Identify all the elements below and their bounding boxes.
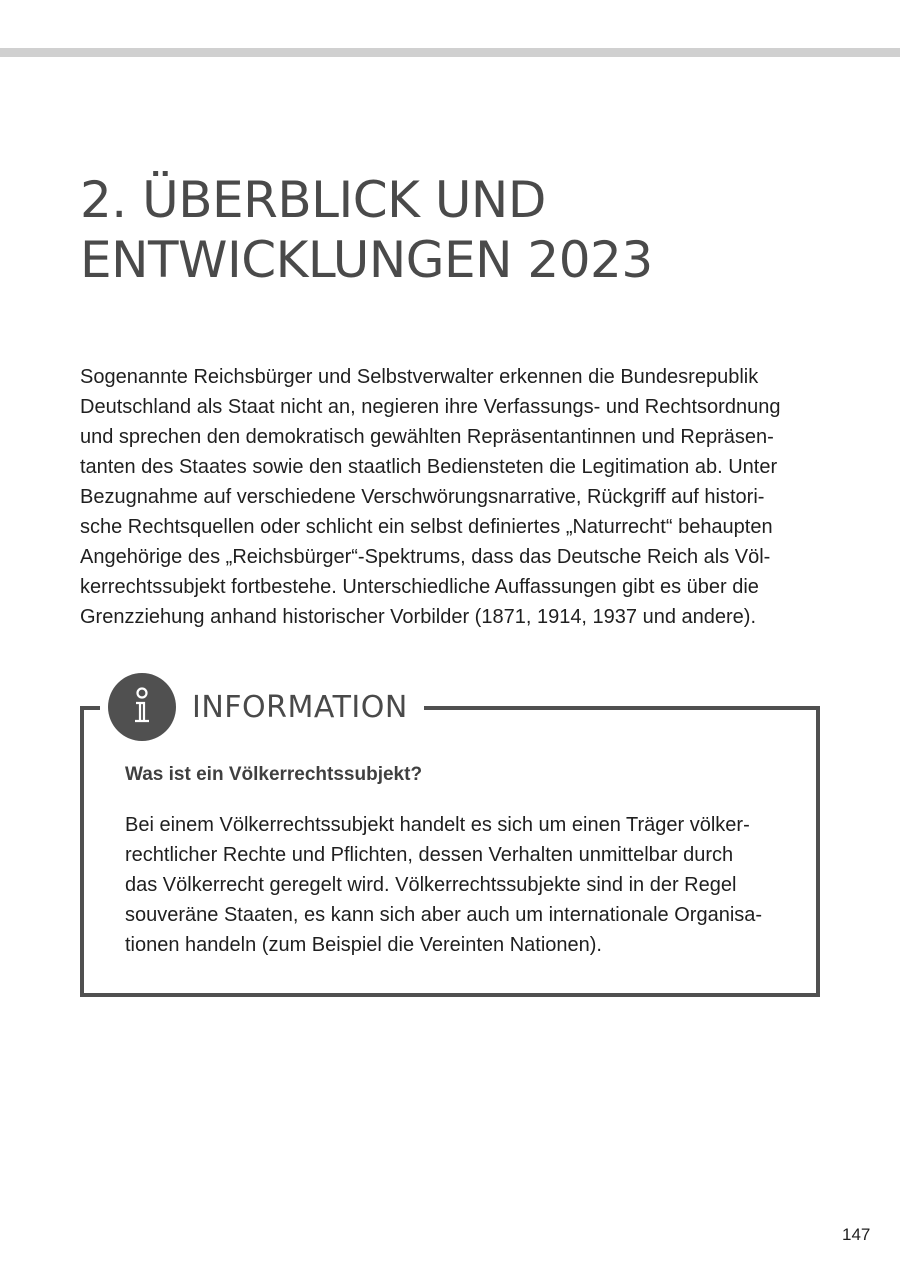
intro-line: Bezugnahme auf verschiedene Verschwörungsnarrative, Rückgriff auf histori- <box>80 486 765 508</box>
intro-line: Grenzziehung anhand historischer Vorbilder (1871, 1914, 1937 und andere). <box>80 606 757 628</box>
title-line-2: ENTWICKLUNGEN 2023 <box>80 231 653 289</box>
information-header <box>100 672 424 742</box>
information-label: INFORMATION <box>192 689 408 725</box>
intro-line: kerrechtssubjekt fortbestehe. Unterschiedliche Auffassungen gibt es über die <box>80 576 759 598</box>
page-number: 147 <box>842 1225 871 1244</box>
information-line: das Völkerrecht geregelt wird. Völkerrechtssubjekte sind in der Regel <box>125 874 737 896</box>
intro-paragraph <box>80 362 820 632</box>
information-line: rechtlicher Rechte und Pflichten, dessen Verhalten unmittelbar durch <box>125 844 734 866</box>
information-line: tionen handeln (zum Beispiel die Vereinten Nationen). <box>125 934 602 956</box>
information-body <box>125 810 795 960</box>
intro-line: Deutschland als Staat nicht an, negieren ihre Verfassungs- und Rechtsordnung <box>80 396 781 418</box>
intro-line: Sogenannte Reichsbürger und Selbstverwalter erkennen die Bundesrepublik <box>80 366 759 388</box>
intro-line: und sprechen den demokratisch gewählten Repräsentantinnen und Repräsen- <box>80 426 774 448</box>
information-question: Was ist ein Völkerrechtssubjekt? <box>125 764 423 785</box>
intro-line: sche Rechtsquellen oder schlicht ein selbst definiertes „Naturrecht“ behaupten <box>80 516 773 538</box>
intro-line: tanten des Staates sowie den staatlich Bediensteten die Legitimation ab. Unter <box>80 456 778 478</box>
info-glyph-icon <box>127 686 157 728</box>
information-line: souveräne Staaten, es kann sich aber auch um internationale Organisa- <box>125 904 763 926</box>
page-title <box>80 170 653 290</box>
title-line-1: 2. ÜBERBLICK UND <box>80 171 546 229</box>
info-icon <box>108 673 176 741</box>
information-line: Bei einem Völkerrechtssubjekt handelt es sich um einen Träger völker- <box>125 814 750 836</box>
top-rule <box>0 48 900 57</box>
intro-line: Angehörige des „Reichsbürger“-Spektrums, dass das Deutsche Reich als Völ- <box>80 546 771 568</box>
